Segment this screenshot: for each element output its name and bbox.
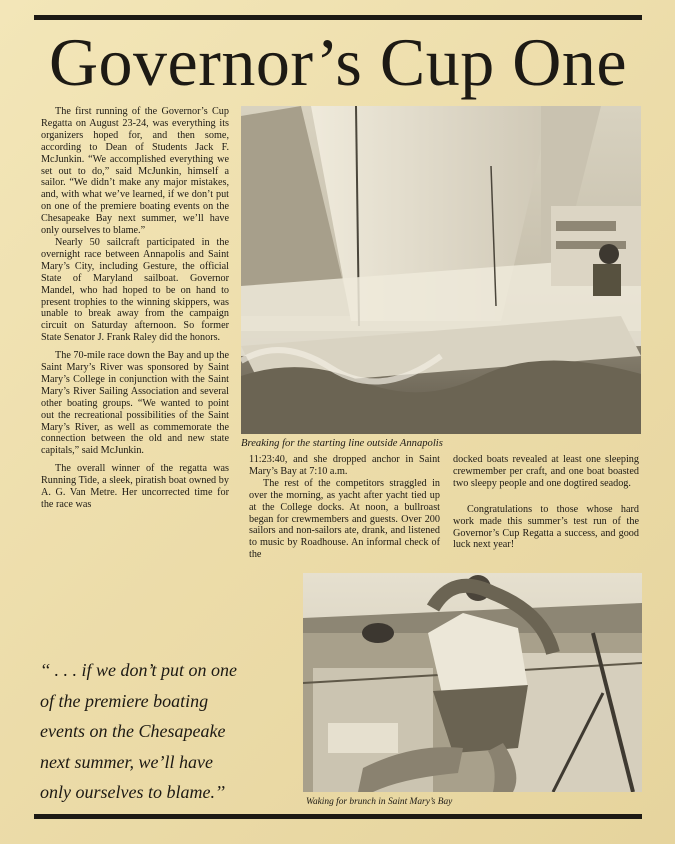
photo-caption: Waking for brunch in Saint Mary’s Bay	[306, 797, 453, 807]
pull-quote-line: ‘‘ . . . if we don’t put on one	[40, 660, 237, 680]
paragraph: Nearly 50 sailcraft participated in the overnight race between Annapolis and Saint Mary’s City, including Gesture, the official State of Maryland sailboat. Governor Mandel, who had hoped to be on hand to present trophies to the winning skippers, was unable to break away from the campaign circuit on Saturday afternoon. So former State Senator J. Frank Raley did the honors.	[41, 236, 229, 344]
article-column-2	[249, 454, 440, 561]
headline: Governor’s Cup One	[48, 24, 628, 100]
paragraph: The first running of the Governor’s Cup Regatta on August 23-24, was everything its organizers hoped for, and then some, according to Dean of Students Jack F. McJunkin. “We accomplished everything we set out to do,” said McJunkin, himself a sailor. “We didn’t make any major mistakes, and, with what we’ve learned, if we don’t put on one of the premiere boating events on the Chesapeake Bay next summer, we’ll have only ourselves to blame.”	[41, 106, 229, 237]
pull-quote-line: events on the Chesapeake	[40, 721, 226, 741]
paragraph: 11:23:40, and she dropped anchor in Saint Mary’s Bay at 7:10 a.m.	[249, 454, 440, 477]
deck-image	[303, 573, 642, 792]
pull-quote-line: of the premiere boating	[40, 690, 209, 711]
paragraph: docked boats revealed at least one sleeping crewmember per craft, and one boat boasted two sleepy people and one dogtired seadog.	[453, 454, 639, 489]
sailboat-image	[241, 106, 641, 434]
article-column-3	[453, 454, 639, 551]
deck-photo	[303, 573, 642, 792]
bottom-rule	[34, 814, 642, 819]
paragraph: Congratulations to those whose hard work made this summer’s test run of the Governor’s Cup Regatta a success, and good luck next year!	[453, 503, 639, 551]
pull-quote-line: only ourselves to blame.’’	[40, 782, 225, 802]
paragraph: The rest of the competitors straggled in over the morning, as yacht after yacht tied up at the College docks. At noon, a bullroast began for crewmembers and guests. Over 200 sailors and non-sailors ate, drank, and listened to music by Roadhouse. An informal check of the	[249, 477, 440, 561]
pull-quote	[40, 655, 302, 808]
sailboat-photo	[241, 106, 641, 434]
paragraph: The 70-mile race down the Bay and up the Saint Mary’s River was sponsored by Saint Mary’s College in conjunction with the Saint Mary’s River Sailing Association and several other boating groups. “We wanted to point out the recreational possibilities of the Saint Mary’s River, as well as commemorate the connection between the old and new state capitals,” said McJunkin.	[41, 350, 229, 457]
pull-quote-line: next summer, we’ll have	[40, 751, 213, 772]
paragraph: The overall winner of the regatta was Running Tide, a sleek, piratish boat owned by A. G. Van Metre. Her uncorrected time for the race was	[41, 463, 229, 510]
photo-caption: Breaking for the starting line outside Annapolis	[241, 438, 443, 449]
article-column-1	[41, 106, 229, 511]
